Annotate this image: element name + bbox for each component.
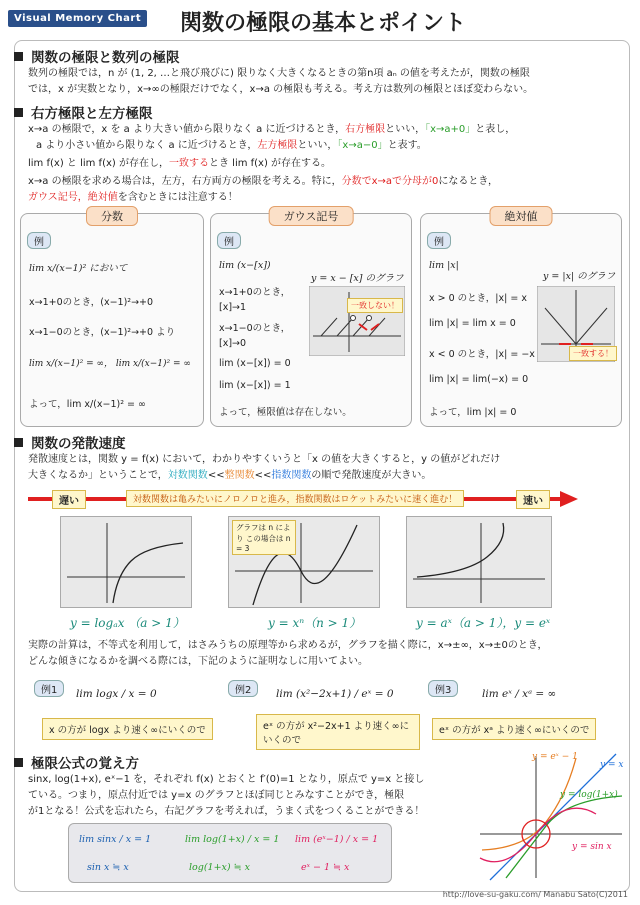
section4-text: sinx, log(1+x), eˣ−1 を，それぞれ f(x) とおくと f′(0)=1 となり，原点で y=x と接し ている。つまり，原点付近では y=x のグラフとほぼ同じとみなすことができ，極限 が1となる！公式を忘れたら，右記グラフを考えれば，うまく式をつくることができる！ (28, 774, 425, 817)
example1-formula: lim logx / x = 0 (76, 688, 157, 700)
plot-log-label: y = logₐx （a > 1） (70, 616, 185, 630)
gauss-line8: よって，極限値は存在しない。 (219, 407, 352, 418)
gauss-line4: x→1−0のとき， (219, 323, 291, 334)
box-title-gauss: ガウス記号 (269, 206, 354, 226)
box-title-abs: 絶対値 (490, 206, 553, 226)
plot-exp-label: y = aˣ（a > 1），y = eˣ (416, 616, 551, 630)
formula-log: lim log(1+x) / x = 1 (185, 834, 280, 845)
frac-line1: lim x/(x−1)² において (29, 263, 128, 274)
slow-label: 遅い (52, 490, 86, 509)
approx-sin: sin x ≒ x (87, 862, 129, 873)
abs-line1: lim |x| (429, 260, 459, 271)
fast-label: 速い (516, 490, 550, 509)
example1-tag: 例1 (34, 680, 64, 697)
speed-banner: 対数関数は亀みたいにノロノロと進み，指数関数はロケットみたいに速く進む！ (126, 490, 464, 507)
section-heading-3: 関数の発散速度 (14, 432, 126, 452)
example2-note: eˣ の方が x²−2x+1 より速く∞にいくので (256, 714, 420, 750)
approx-graph (476, 752, 626, 882)
gauss-line6: lim (x−[x]) = 0 (219, 358, 291, 369)
section-heading-2: 右方極限と左方極限 (14, 102, 153, 122)
frac-line3: x→1−0のとき，(x−1)²→+0 より (29, 327, 176, 338)
gauss-line1: lim (x−[x]) (219, 260, 271, 271)
example-tag: 例 (427, 232, 451, 249)
example2-formula: lim (x²−2x+1) / eˣ = 0 (276, 688, 394, 700)
frac-line4: lim x/(x−1)² = ∞， lim x/(x−1)² = ∞ (29, 359, 191, 369)
example1-note: x の方が logx より速く∞にいくので (42, 718, 213, 740)
approx-exp: eˣ − 1 ≒ x (301, 862, 350, 873)
gauss-graph-title: y = x − [x] のグラフ (311, 273, 404, 284)
credit-footer: http://love-su-gaku.com/ Manabu Sato(C)2011 (442, 890, 628, 899)
section-heading-1: 関数の極限と数列の極限 (14, 46, 180, 66)
graph-label-sin: y = sin x (572, 842, 612, 852)
gauss-line3: [x]→1 (219, 302, 247, 313)
abs-line2: x > 0 のとき，|x| = x (429, 293, 527, 304)
abs-line3: lim |x| = lim x = 0 (429, 318, 516, 329)
title-bar (8, 6, 632, 36)
section-heading-4: 極限公式の覚え方 (14, 752, 139, 772)
gauss-line7: lim (x−[x]) = 1 (219, 380, 291, 391)
abs-line6: よって，lim |x| = 0 (429, 407, 517, 418)
plot-exp (406, 516, 552, 608)
example-tag: 例 (27, 232, 51, 249)
abs-line5: lim |x| = lim(−x) = 0 (429, 374, 529, 385)
section1-text: 数列の極限では，n が (1, 2, …と飛び飛びに) 限りなく大きくなるときの第n項 aₙ の値を考えたが，関数の極限 では，x が実数となり，x→∞の極限だけでなく，x→a の極限も考える。考え方は数列の極限とほぼ変わらない。 (28, 68, 534, 95)
graph-label-log: y = log(1+x) (560, 790, 618, 800)
section2-text: x→a の極限で，x を a より大きい値から限りなく a に近づけるとき，右方極限といい，「x→a+0」と表し， a より小さい値から限りなく a に近づけるとき，左方極限といい，「x→a−0」と表す。 lim f(x) と lim f(x) が存在し，一致するとき lim f(x) が存在する。 x→a の極限を求める場合は，左方，右方両方の極限を考える。特に，分数でx→aで分母が0になるとき， ガウス記号，絶対値を含むときには注意する！ (28, 124, 516, 203)
example-tag: 例 (217, 232, 241, 249)
graph-label-exp: y = eˣ − 1 (532, 752, 578, 762)
frac-line5: よって，lim x/(x−1)² = ∞ (29, 399, 146, 410)
gauss-callout: 一致しない！ (347, 298, 403, 313)
frac-line2: x→1+0のとき，(x−1)²→+0 (29, 297, 154, 308)
plot-poly-note: グラフは n により この場合は n = 3 (232, 520, 296, 555)
example3-formula: lim eˣ / xᵃ = ∞ (482, 688, 557, 700)
formula-sin: lim sinx / x = 1 (79, 834, 152, 845)
example2-tag: 例2 (228, 680, 258, 697)
gauss-line2: x→1+0のとき， (219, 287, 291, 298)
gauss-line5: [x]→0 (219, 338, 247, 349)
box-title-fraction: 分数 (86, 206, 138, 226)
gauss-graph (309, 286, 405, 356)
section3-text2: 実際の計算は，不等式を利用して，はさみうちの原理等から求めるが，グラフを描く際に，x→±∞，x→±0のとき， どんな傾きになるかを調べる際には，下記のように証明なしに用いてよい。 (28, 640, 548, 667)
plot-log (60, 516, 192, 608)
formula-exp: lim (eˣ−1) / x = 1 (295, 834, 379, 845)
abs-callout: 一致する！ (569, 346, 617, 361)
brand-logo: Visual Memory Chart (8, 10, 147, 27)
approx-log: log(1+x) ≒ x (189, 862, 250, 873)
page-title: 関数の極限の基本とポイント (180, 10, 467, 36)
example3-note: eˣ の方が xᵃ より速く∞にいくので (432, 718, 596, 740)
example-box-gauss (210, 210, 412, 427)
section3-text: 発散速度とは，関数 y = f(x) において，わかりやすくいうと「x の値を大きくすると，y の値がどれだけ 大きくなるか」ということで，対数関数<<整関数<<指数関数の順で発散速度が大きい。 (28, 454, 501, 481)
plot-poly-label: y = xⁿ（n > 1） (268, 616, 362, 630)
formula-summary-box (68, 823, 392, 883)
abs-graph-title: y = |x| のグラフ (543, 271, 616, 282)
example3-tag: 例3 (428, 680, 458, 697)
graph-label-x: y = x (600, 760, 624, 770)
abs-line4: x < 0 のとき，|x| = −x (429, 349, 535, 360)
example-box-fraction (20, 210, 204, 427)
example-box-abs (420, 210, 622, 427)
